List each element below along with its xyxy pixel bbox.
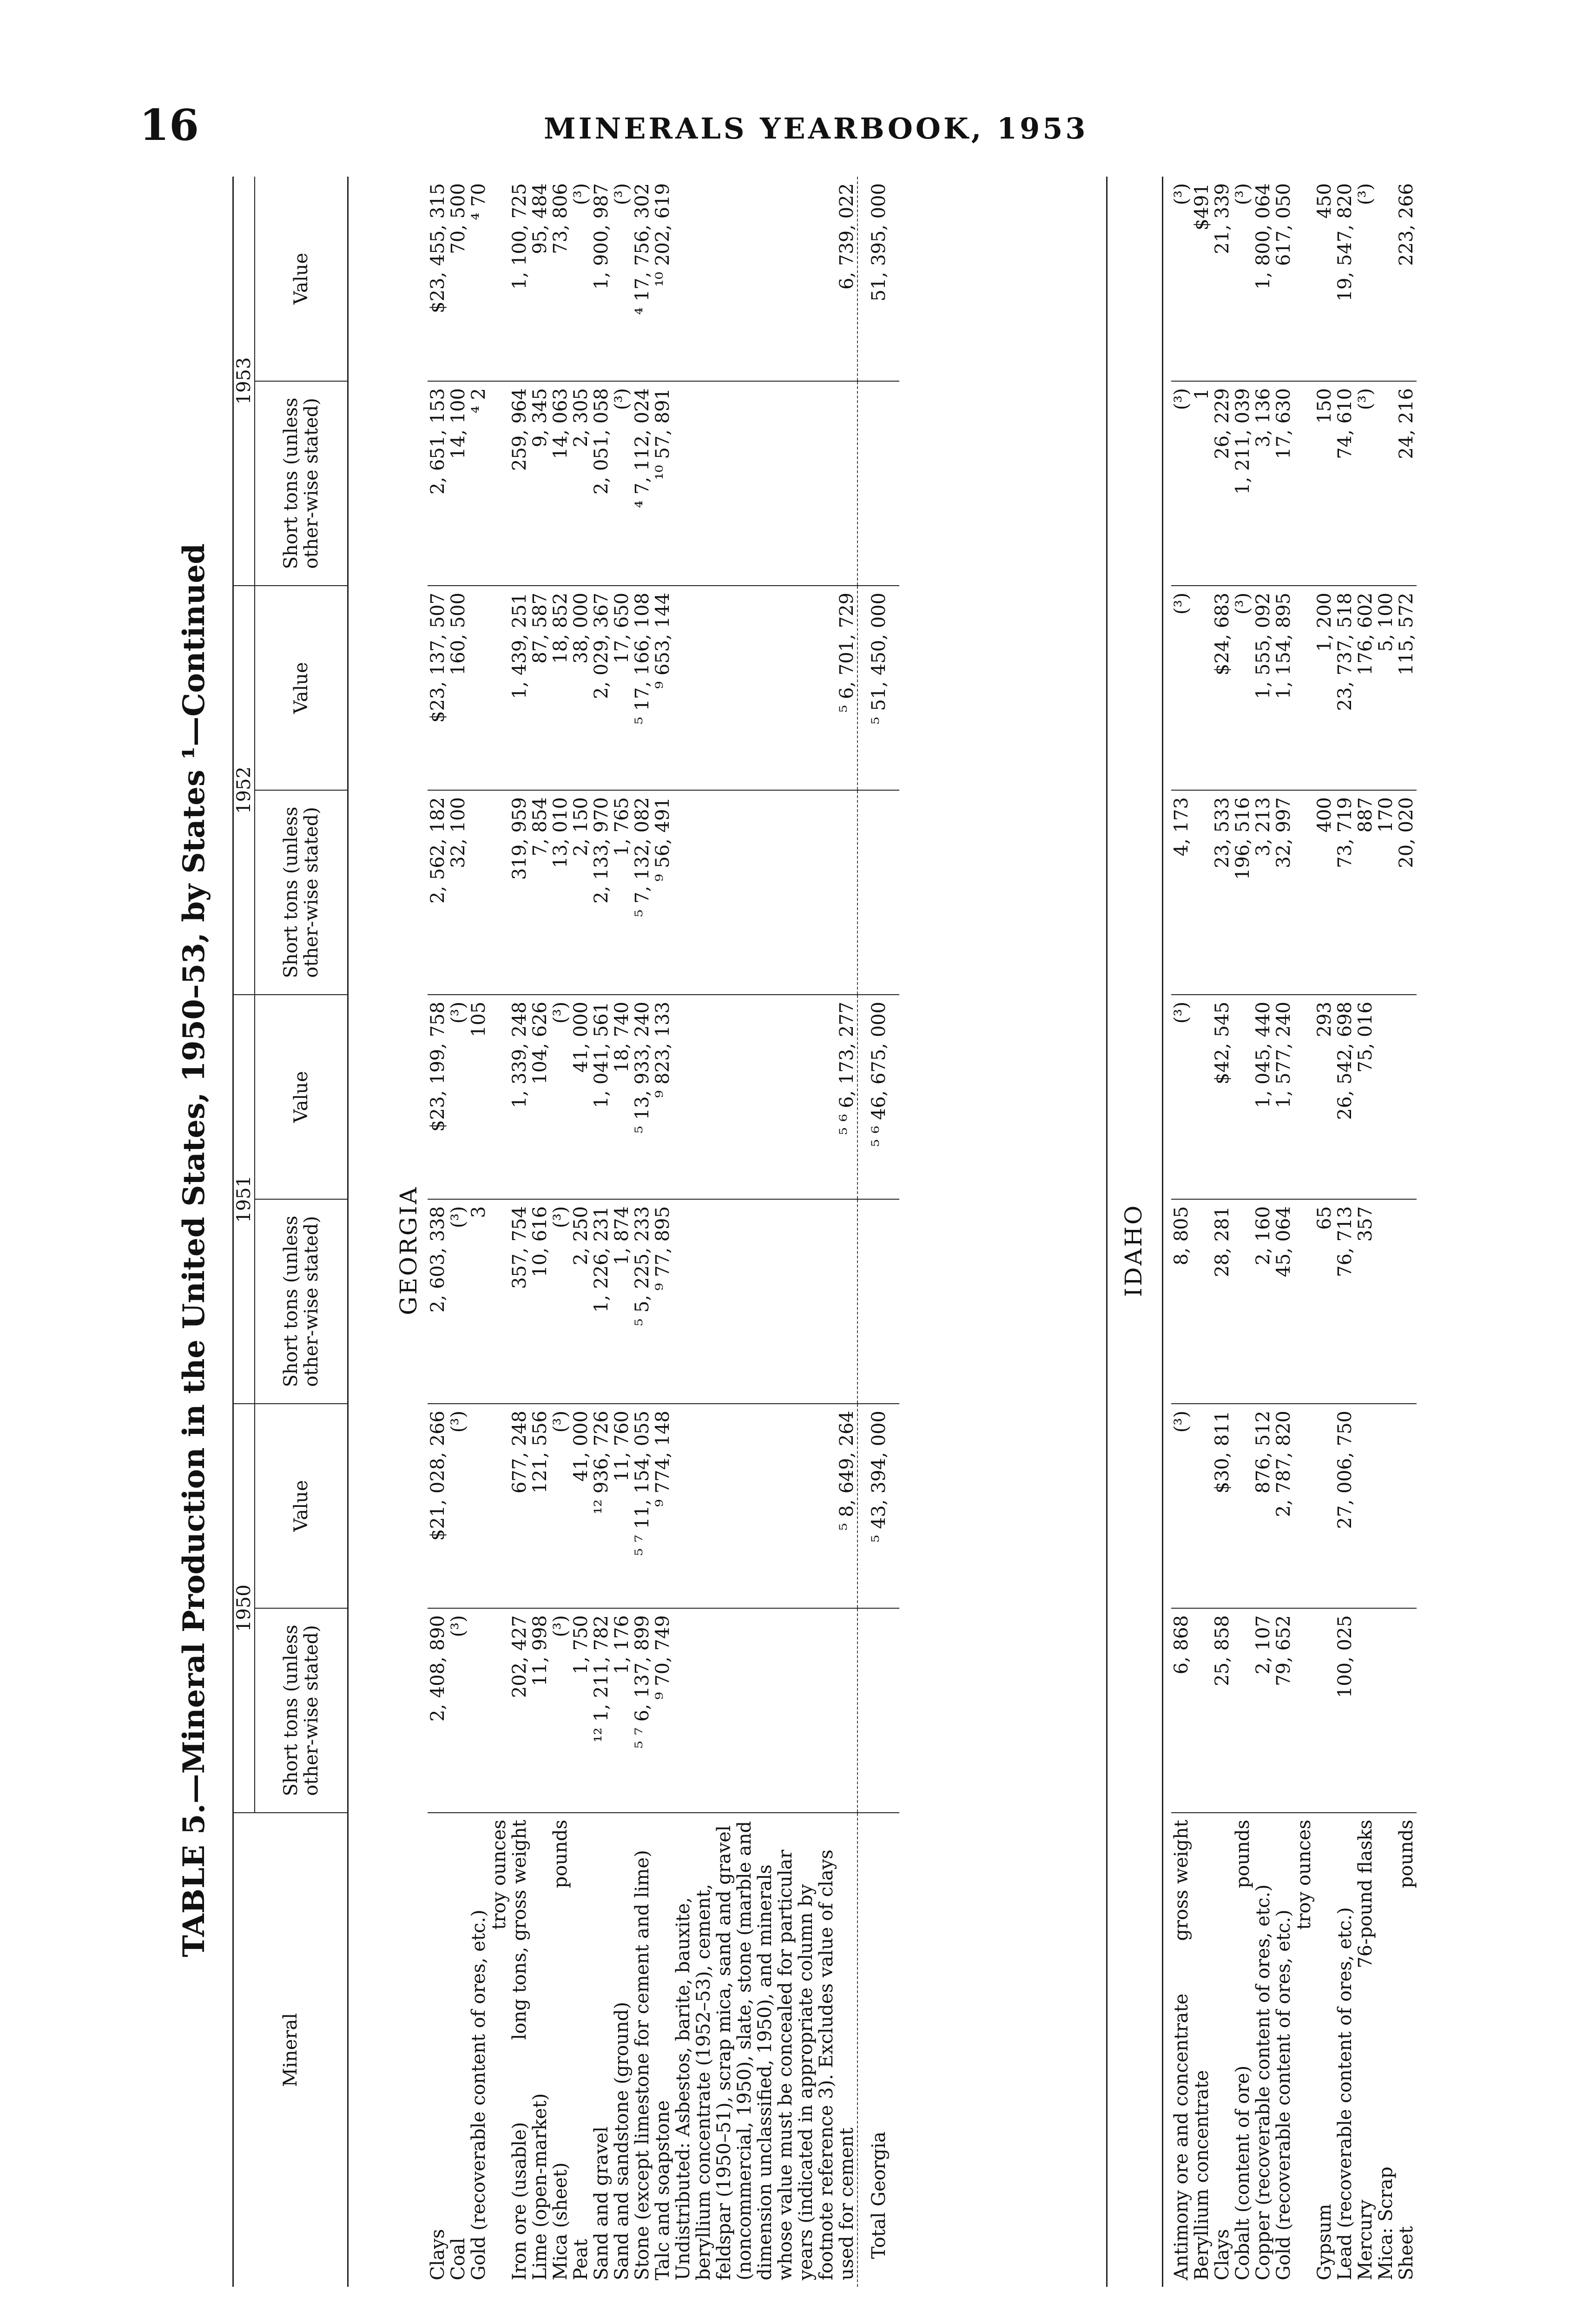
cell-v50 xyxy=(1233,1404,1253,1608)
cell-v52: 23, 737, 518 xyxy=(1335,586,1355,790)
cell-v50: 41, 000 xyxy=(571,1404,591,1608)
table-row xyxy=(612,177,632,2287)
mineral-unit: gross weight xyxy=(1171,1820,1192,1941)
cell-v51: 104, 626 xyxy=(530,995,550,1199)
cell-v53: 223, 266 xyxy=(1396,177,1417,381)
cell-v51: ⁹ 823, 133 xyxy=(653,995,673,1199)
cell-t50 xyxy=(1355,1608,1376,1813)
idaho-top-rule xyxy=(1162,177,1163,2287)
table-row xyxy=(1233,177,1253,2287)
cell-t52: 32, 100 xyxy=(448,790,468,995)
mineral-label: Mica: Scrap xyxy=(1375,2166,1397,2280)
georgia-table xyxy=(428,177,899,2287)
short-tons-header: Short tons (unless other-wise stated) xyxy=(255,381,348,586)
mineral-name xyxy=(1376,1813,1396,2287)
cell-v51: (³) xyxy=(448,995,468,1199)
table-row xyxy=(1273,177,1314,2287)
cell-v53: 1, 100, 725 xyxy=(509,177,530,381)
cell-t53: 17, 630 xyxy=(1273,381,1314,586)
total-georgia-v53: 51, 395, 000 xyxy=(857,177,899,381)
cell-t50: ¹² 1, 211, 782 xyxy=(591,1608,612,1813)
cell-v52: 1, 555, 092 xyxy=(1253,586,1273,790)
mineral-label: Gold (recoverable content of ores, etc.) xyxy=(468,1909,489,2280)
cell-v52: 176, 602 xyxy=(1355,586,1376,790)
cell-t50: 25, 858 xyxy=(1212,1608,1233,1813)
cell-v53: 1, 800, 064 xyxy=(1253,177,1273,381)
cell-v50 xyxy=(1355,1404,1376,1608)
undistributed-v50: ⁵ 8, 649, 264 xyxy=(673,1404,857,1608)
cell-t53: (³) xyxy=(1355,381,1376,586)
cell-v53 xyxy=(1376,177,1396,381)
value-header: Value xyxy=(255,995,348,1199)
cell-v50: 2, 787, 820 xyxy=(1273,1404,1314,1608)
mineral-name xyxy=(632,1813,653,2287)
table-row xyxy=(571,177,591,2287)
cell-t50: 202, 427 xyxy=(509,1608,530,1813)
cell-v52: 1, 154, 895 xyxy=(1273,586,1314,790)
cell-v53: ⁴ 17, 756, 302 xyxy=(632,177,653,381)
cell-t52 xyxy=(1192,790,1212,995)
georgia-bottom-rule xyxy=(1106,177,1108,2287)
year-1952: 1952 xyxy=(233,586,255,995)
cell-v52: ⁵ 17, 166, 108 xyxy=(632,586,653,790)
table-row xyxy=(1355,177,1376,2287)
cell-t52: 196, 516 xyxy=(1233,790,1253,995)
table-row xyxy=(1314,177,1335,2287)
cell-t50: 2, 408, 890 xyxy=(428,1608,448,1813)
cell-t52: 4, 173 xyxy=(1171,790,1192,995)
mineral-unit: troy ounces xyxy=(1293,1820,1315,1930)
total-georgia-v50: ⁵ 43, 394, 000 xyxy=(857,1404,899,1608)
mineral-label: Copper (recoverable content of ores, etc.) xyxy=(1253,1884,1274,2280)
cell-t50: 2, 107 xyxy=(1253,1608,1273,1813)
value-header: Value xyxy=(255,177,348,381)
cell-v51 xyxy=(1396,995,1417,1199)
cell-v50 xyxy=(1396,1404,1417,1608)
cell-v51: (³) xyxy=(550,995,571,1199)
cell-t51: 2, 160 xyxy=(1253,1199,1273,1404)
table-row xyxy=(550,177,571,2287)
cell-t53: 1, 211, 039 xyxy=(1233,381,1253,586)
mineral-name xyxy=(1171,1813,1192,2287)
col-mineral-header: Mineral xyxy=(233,1813,348,2287)
cell-t53: 74, 610 xyxy=(1335,381,1355,586)
mineral-name xyxy=(653,1813,673,2287)
table-row xyxy=(1396,177,1417,2287)
cell-t52: 319, 959 xyxy=(509,790,530,995)
cell-t53: 2, 651, 153 xyxy=(428,381,448,586)
cell-v52 xyxy=(468,586,509,790)
cell-t52: 887 xyxy=(1355,790,1376,995)
cell-v53: 19, 547, 820 xyxy=(1335,177,1355,381)
cell-v52: 18, 852 xyxy=(550,586,571,790)
cell-v53: $23, 455, 315 xyxy=(428,177,448,381)
cell-t52: 400 xyxy=(1314,790,1335,995)
cell-t53 xyxy=(1376,381,1396,586)
mineral-label: Cobalt (content of ore) xyxy=(1232,2066,1253,2280)
cell-t51: 357 xyxy=(1355,1199,1376,1404)
mineral-label: Antimony ore and concentrate xyxy=(1171,1994,1192,2280)
mineral-name xyxy=(1253,1813,1273,2287)
mineral-name xyxy=(1396,1813,1417,2287)
mineral-label: Beryllium concentrate xyxy=(1191,2070,1213,2280)
cell-v51: $23, 199, 758 xyxy=(428,995,448,1199)
cell-v50 xyxy=(1314,1404,1335,1608)
cell-v50: 121, 556 xyxy=(530,1404,550,1608)
cell-v52: 87, 587 xyxy=(530,586,550,790)
year-1950: 1950 xyxy=(233,1404,255,1813)
undistributed-v53: 6, 739, 022 xyxy=(673,177,857,381)
cell-t50: 11, 998 xyxy=(530,1608,550,1813)
cell-v52: 160, 500 xyxy=(448,586,468,790)
cell-t52: 20, 020 xyxy=(1396,790,1417,995)
cell-v50: (³) xyxy=(448,1404,468,1608)
cell-t51: 28, 281 xyxy=(1212,1199,1233,1404)
mineral-name xyxy=(571,1813,591,2287)
mineral-name xyxy=(468,1813,509,2287)
cell-t53: (³) xyxy=(612,381,632,586)
year-1951: 1951 xyxy=(233,995,255,1404)
cell-t51: 8, 805 xyxy=(1171,1199,1192,1404)
cell-v50: $30, 811 xyxy=(1212,1404,1233,1608)
cell-t51: ⁹ 77, 895 xyxy=(653,1199,673,1404)
mineral-name xyxy=(1273,1813,1314,2287)
cell-v53: $491 xyxy=(1192,177,1212,381)
mineral-name xyxy=(1335,1813,1355,2287)
cell-t52 xyxy=(468,790,509,995)
cell-t53: 24, 216 xyxy=(1396,381,1417,586)
undistributed-note: Undistributed: Asbestos, barite, bauxite, beryllium concentrate (1952–53), cement, feldspar (1950–51), scrap mica, sand and gravel (noncommercial, 1950), slate, stone (marble and dimension unclassified, 1950), and minerals whose value must be concealed for particular years (indicated in appropriate column by footnote reference 3). Excludes value of clays used for cement xyxy=(673,1821,857,2280)
mineral-unit: troy ounces xyxy=(488,1820,510,1930)
idaho-table xyxy=(1171,177,1417,2287)
table-title: TABLE 5.—Mineral Production in the United States, 1950–53, by States ¹—Continued xyxy=(177,543,211,1957)
cell-v51: 293 xyxy=(1314,995,1335,1199)
mineral-label: Lead (recoverable content of ores, etc.) xyxy=(1334,1907,1356,2280)
cell-v51: (³) xyxy=(1171,995,1192,1199)
cell-t52: 3, 213 xyxy=(1253,790,1273,995)
cell-t51: (³) xyxy=(550,1199,571,1404)
total-georgia-v52: ⁵ 51, 450, 000 xyxy=(857,586,899,790)
mineral-name xyxy=(509,1813,530,2287)
cell-v51: $42, 545 xyxy=(1212,995,1233,1199)
cell-v53: 95, 484 xyxy=(530,177,550,381)
cell-v51: 41, 000 xyxy=(571,995,591,1199)
undistributed-v52: ⁵ 6, 701, 729 xyxy=(673,586,857,790)
cell-v53: ¹⁰ 202, 619 xyxy=(653,177,673,381)
cell-t51 xyxy=(1376,1199,1396,1404)
cell-v52: $23, 137, 507 xyxy=(428,586,448,790)
mineral-name xyxy=(1192,1813,1212,2287)
mineral-label: Gypsum xyxy=(1314,2204,1335,2280)
cell-t52: ⁵ 7, 132, 082 xyxy=(632,790,653,995)
cell-t51: 45, 064 xyxy=(1273,1199,1314,1404)
mineral-name xyxy=(1355,1813,1376,2287)
mineral-label: Coal xyxy=(448,2238,469,2280)
cell-t53: ¹⁰ 57, 891 xyxy=(653,381,673,586)
mineral-label: Stone (except limestone for cement and lime) xyxy=(632,1850,653,2280)
mineral-label: Sheet xyxy=(1396,2226,1417,2280)
cell-v53: 617, 050 xyxy=(1273,177,1314,381)
mineral-name xyxy=(1233,1813,1253,2287)
table-row xyxy=(1335,177,1355,2287)
cell-t53: 26, 229 xyxy=(1212,381,1233,586)
cell-v50 xyxy=(1376,1404,1396,1608)
cell-t53: 14, 063 xyxy=(550,381,571,586)
cell-t50 xyxy=(468,1608,509,1813)
total-georgia-v51: ⁵ ⁶ 46, 675, 000 xyxy=(857,995,899,1199)
cell-t51 xyxy=(1396,1199,1417,1404)
cell-t52: 1, 765 xyxy=(612,790,632,995)
cell-v51: 1, 041, 561 xyxy=(591,995,612,1199)
cell-t52: 2, 133, 970 xyxy=(591,790,612,995)
mineral-label: Iron ore (usable) xyxy=(509,2122,530,2280)
cell-v50 xyxy=(468,1404,509,1608)
cell-v52: 2, 029, 367 xyxy=(591,586,612,790)
cell-v51 xyxy=(1376,995,1396,1199)
cell-v53: (³) xyxy=(571,177,591,381)
mineral-name xyxy=(428,1813,448,2287)
cell-v50: 876, 512 xyxy=(1253,1404,1273,1608)
cell-t52: 2, 562, 182 xyxy=(428,790,448,995)
cell-v53: 1, 900, 987 xyxy=(591,177,612,381)
undistributed-v51: ⁵ ⁶ 6, 173, 277 xyxy=(673,995,857,1199)
cell-v53: (³) xyxy=(1171,177,1192,381)
page-number: 16 xyxy=(139,100,199,150)
cell-t50: (³) xyxy=(448,1608,468,1813)
cell-v53: 70, 500 xyxy=(448,177,468,381)
cell-v51: 75, 016 xyxy=(1355,995,1376,1199)
cell-v52: 1, 200 xyxy=(1314,586,1335,790)
mineral-label: Lime (open-market) xyxy=(529,2093,551,2280)
cell-v53: (³) xyxy=(1355,177,1376,381)
mineral-unit: pounds xyxy=(1396,1820,1417,1888)
table-row xyxy=(653,177,673,2287)
mineral-label: Sand and sandstone (ground) xyxy=(611,2002,633,2280)
cell-t53: ⁴ 7, 112, 024 xyxy=(632,381,653,586)
cell-v52: 38, 000 xyxy=(571,586,591,790)
cell-v52: $24, 683 xyxy=(1212,586,1233,790)
cell-t51: 1, 226, 231 xyxy=(591,1199,612,1404)
cell-t52: 7, 854 xyxy=(530,790,550,995)
cell-v51: 18, 740 xyxy=(612,995,632,1199)
cell-t53: 259, 964 xyxy=(509,381,530,586)
cell-t53: 14, 100 xyxy=(448,381,468,586)
table-row xyxy=(1212,177,1233,2287)
rotated-table-block xyxy=(177,177,1469,2324)
mineral-name xyxy=(1314,1813,1335,2287)
table-row xyxy=(530,177,550,2287)
mineral-unit: 76-pound flasks xyxy=(1355,1820,1376,1968)
mineral-name xyxy=(612,1813,632,2287)
cell-v52: (³) xyxy=(1233,586,1253,790)
mineral-unit: long tons, gross weight xyxy=(509,1820,530,2040)
cell-t52: 170 xyxy=(1376,790,1396,995)
cell-t50 xyxy=(1192,1608,1212,1813)
cell-t50: 6, 868 xyxy=(1171,1608,1192,1813)
cell-t50 xyxy=(1314,1608,1335,1813)
value-header: Value xyxy=(255,586,348,790)
cell-t53: 1 xyxy=(1192,381,1212,586)
cell-v50: ⁹ 774, 148 xyxy=(653,1404,673,1608)
cell-t52: 23, 533 xyxy=(1212,790,1233,995)
cell-t51: 2, 603, 338 xyxy=(428,1199,448,1404)
cell-v50: (³) xyxy=(550,1404,571,1608)
mineral-label: Talc and soapstone xyxy=(652,2100,673,2280)
mineral-label: Clays xyxy=(427,2229,448,2280)
cell-t53: 150 xyxy=(1314,381,1335,586)
mineral-name xyxy=(550,1813,571,2287)
cell-v51 xyxy=(1192,995,1212,1199)
cell-t50 xyxy=(1233,1608,1253,1813)
cell-v50: 27, 006, 750 xyxy=(1335,1404,1355,1608)
table-row xyxy=(591,177,612,2287)
cell-v52: 17, 650 xyxy=(612,586,632,790)
table-row xyxy=(468,177,509,2287)
cell-t53: 9, 345 xyxy=(530,381,550,586)
cell-v52: (³) xyxy=(1171,586,1192,790)
cell-t51: 3 xyxy=(468,1199,509,1404)
cell-v52: 5, 100 xyxy=(1376,586,1396,790)
mineral-name xyxy=(591,1813,612,2287)
cell-t51: 10, 616 xyxy=(530,1199,550,1404)
table-header xyxy=(232,177,349,2287)
state-idaho: IDAHO xyxy=(1120,1203,1147,1297)
cell-t51: 1, 874 xyxy=(612,1199,632,1404)
cell-t52: 73, 719 xyxy=(1335,790,1355,995)
cell-t51: 65 xyxy=(1314,1199,1335,1404)
cell-t51: 357, 754 xyxy=(509,1199,530,1404)
cell-t53: ⁴ 2 xyxy=(468,381,509,586)
cell-t50: ⁹ 70, 749 xyxy=(653,1608,673,1813)
cell-t53: 2, 305 xyxy=(571,381,591,586)
table-row xyxy=(1376,177,1396,2287)
mineral-name xyxy=(448,1813,468,2287)
cell-t53: 3, 136 xyxy=(1253,381,1273,586)
cell-t53: 2, 051, 058 xyxy=(591,381,612,586)
mineral-label: Clays xyxy=(1212,2229,1233,2280)
table-row xyxy=(509,177,530,2287)
cell-v52: 115, 572 xyxy=(1396,586,1417,790)
mineral-label: Peat xyxy=(570,2239,592,2280)
cell-v51: 1, 577, 240 xyxy=(1273,995,1314,1199)
cell-t51: 76, 713 xyxy=(1335,1199,1355,1404)
cell-v51: ⁵ 13, 933, 240 xyxy=(632,995,653,1199)
year-1953: 1953 xyxy=(233,177,255,586)
state-georgia: GEORGIA xyxy=(395,1185,422,1315)
cell-v51 xyxy=(1233,995,1253,1199)
cell-v53: 21, 339 xyxy=(1212,177,1233,381)
cell-t52: 32, 997 xyxy=(1273,790,1314,995)
table-row xyxy=(1192,177,1212,2287)
cell-t51 xyxy=(1233,1199,1253,1404)
cell-t50: 79, 652 xyxy=(1273,1608,1314,1813)
table-row xyxy=(1253,177,1273,2287)
short-tons-header: Short tons (unless other-wise stated) xyxy=(255,1608,348,1813)
table-row xyxy=(1171,177,1192,2287)
cell-v52: 1, 439, 251 xyxy=(509,586,530,790)
running-head: MINERALS YEARBOOK, 1953 xyxy=(544,112,1088,145)
cell-t50: 1, 750 xyxy=(571,1608,591,1813)
cell-t52: ⁹ 56, 491 xyxy=(653,790,673,995)
cell-v50: (³) xyxy=(1171,1404,1192,1608)
mineral-label: Mercury xyxy=(1355,2199,1376,2280)
cell-v53: 450 xyxy=(1314,177,1335,381)
cell-t52: 2, 150 xyxy=(571,790,591,995)
cell-v53: (³) xyxy=(612,177,632,381)
cell-v51: 105 xyxy=(468,995,509,1199)
cell-t51: (³) xyxy=(448,1199,468,1404)
cell-v51: 26, 542, 698 xyxy=(1335,995,1355,1199)
cell-v50: $21, 028, 266 xyxy=(428,1404,448,1608)
table-row xyxy=(428,177,448,2287)
mineral-name xyxy=(1212,1813,1233,2287)
cell-v52 xyxy=(1192,586,1212,790)
mineral-name xyxy=(530,1813,550,2287)
value-header: Value xyxy=(255,1404,348,1608)
short-tons-header: Short tons (unless other-wise stated) xyxy=(255,1199,348,1404)
cell-v53: (³) xyxy=(1233,177,1253,381)
mineral-label: Gold (recoverable content of ores, etc.) xyxy=(1273,1909,1294,2280)
mineral-label: Mica (sheet) xyxy=(550,2162,571,2280)
cell-t52: 13, 010 xyxy=(550,790,571,995)
cell-v50: ¹² 936, 726 xyxy=(591,1404,612,1608)
cell-t50: 100, 025 xyxy=(1335,1608,1355,1813)
cell-t53: (³) xyxy=(1171,381,1192,586)
cell-t51: ⁵ 5, 225, 233 xyxy=(632,1199,653,1404)
cell-v50 xyxy=(1192,1404,1212,1608)
cell-t50: ⁵ ⁷ 6, 137, 899 xyxy=(632,1608,653,1813)
cell-v50: ⁵ ⁷ 11, 154, 055 xyxy=(632,1404,653,1608)
cell-t51 xyxy=(1192,1199,1212,1404)
cell-v51: 1, 045, 440 xyxy=(1253,995,1273,1199)
cell-t50: (³) xyxy=(550,1608,571,1813)
mineral-unit: pounds xyxy=(1232,1820,1253,1888)
table-row xyxy=(632,177,653,2287)
cell-t50: 1, 176 xyxy=(612,1608,632,1813)
cell-t51: 2, 250 xyxy=(571,1199,591,1404)
mineral-label: Sand and gravel xyxy=(591,2126,612,2280)
table-row xyxy=(448,177,468,2287)
short-tons-header: Short tons (unless other-wise stated) xyxy=(255,790,348,995)
total-georgia-label: Total Georgia xyxy=(857,1813,899,2287)
cell-v53: ⁴ 70 xyxy=(468,177,509,381)
cell-v53: 73, 806 xyxy=(550,177,571,381)
cell-t50 xyxy=(1396,1608,1417,1813)
cell-v50: 11, 760 xyxy=(612,1404,632,1608)
cell-v51: 1, 339, 248 xyxy=(509,995,530,1199)
cell-v52: ⁹ 653, 144 xyxy=(653,586,673,790)
mineral-unit: pounds xyxy=(550,1820,571,1888)
cell-t50 xyxy=(1376,1608,1396,1813)
cell-v50: 677, 248 xyxy=(509,1404,530,1608)
